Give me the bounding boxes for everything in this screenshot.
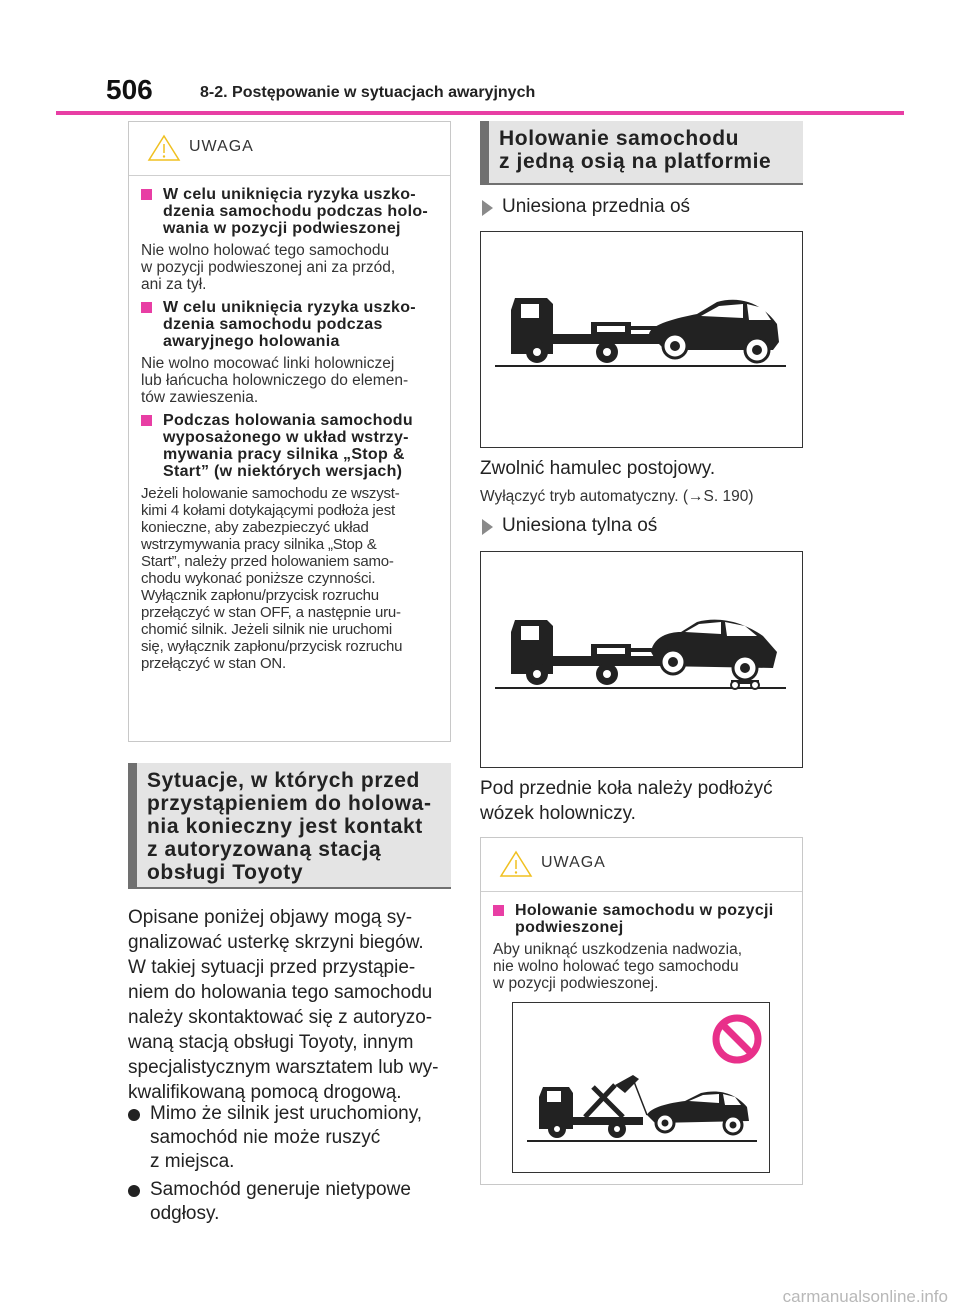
tow-truck-rear-illustration: [481, 552, 802, 767]
section-title: 8-2. Postępowanie w sytuacjach awaryjnych: [200, 84, 536, 101]
rear-axle-label: Uniesiona tylna oś: [480, 515, 657, 537]
warning-triangle-icon: [147, 134, 181, 162]
square-bullet-icon: [141, 189, 152, 200]
square-bullet-icon: [493, 905, 504, 916]
page-number: 506: [106, 74, 153, 105]
figure-front-axle-lifted: [480, 231, 803, 448]
bullet-dot-icon: [128, 1109, 140, 1121]
tow-truck-front-illustration: [481, 232, 802, 447]
arrow-right-icon: [482, 519, 493, 535]
watermark: carmanualsonline.info: [782, 1287, 948, 1306]
prohibited-towing-illustration: [513, 1003, 769, 1172]
figure-rear-axle-lifted: [480, 551, 803, 768]
warning-header: [481, 838, 802, 892]
bullet-item: Samochód generuje nietypowe odgłosy.: [128, 1178, 458, 1226]
warning-item-text: Aby uniknąć uszkodzenia nadwozia, nie wolno holować tego samochodu w pozycji podwieszonej.: [493, 941, 743, 992]
section-heading-flatbed: Holowanie samochodu z jedną osią na platformie: [480, 121, 803, 185]
header-rule: [56, 111, 904, 115]
warning-item-heading: Holowanie samochodu w pozycji podwieszonej: [493, 902, 790, 936]
warning-box-left: [128, 121, 451, 742]
square-bullet-icon: [141, 302, 152, 313]
figure-prohibited-towing: [512, 1002, 770, 1173]
warning-item-text: Jeżeli holowanie samochodu ze wszyst- kimi 4 kołami dotykającymi podłoża jest konieczne, aby zabezpieczyć układ wstrzymywania pracy silnika „Stop & Start”, należy przed holowaniem samo- chodu wykonać poniższe czynności. Wyłącznik zapłonu/przycisk rozruchu przełączyć w stan OFF, a następnie uru- chomić silnik. Jeżeli silnik nie uruchomi się, wyłącznik zapłonu/przycisk rozruchu przełączyć w stan ON.: [141, 485, 403, 672]
bullet-item: Mimo że silnik jest uruchomiony, samochód nie może ruszyć z miejsca.: [128, 1102, 458, 1174]
front-axle-reference[interactable]: Wyłączyć tryb automatyczny. (→S. 190): [480, 488, 754, 505]
front-axle-caption: Zwolnić hamulec postojowy.: [480, 458, 716, 479]
warning-header: [129, 122, 450, 176]
contact-paragraph: Opisane poniżej objawy mogą sy- gnalizować usterkę skrzyni biegów. W takiej sytuacji przed przystąpie- niem do holowania tego samochodu należy skontaktować się z autoryzo- waną stacją obsługi Toyoty, innym specjalistycznym warsztatem lub wy- kwalifikowaną pomocą drogową.: [128, 907, 439, 1103]
warning-item-heading: W celu uniknięcia ryzyka uszko- dzenia samochodu podczas awaryjnego holowania: [141, 299, 438, 350]
warning-item-text: Nie wolno holować tego samochodu w pozycji podwieszonej ani za przód, ani za tył.: [141, 242, 396, 293]
warning-item-heading: Podczas holowania samochodu wyposażonego w układ wstrzy- mywania pracy silnika „Stop & Start” (w niektórych wersjach): [141, 412, 438, 480]
bullet-dot-icon: [128, 1185, 140, 1197]
arrow-right-icon: [482, 200, 493, 216]
square-bullet-icon: [141, 415, 152, 426]
warning-item-heading: W celu uniknięcia ryzyka uszko- dzenia samochodu podczas holo- wania w pozycji podwieszonej: [141, 186, 438, 237]
section-heading-contact: Sytuacje, w których przed przystąpieniem do holowa- nia konieczny jest kontakt z autoryzowaną stacją obsługi Toyoty: [128, 763, 451, 889]
warning-label: UWAGA: [189, 138, 254, 155]
front-axle-label: Uniesiona przednia oś: [480, 196, 690, 218]
warning-item-text: Nie wolno mocować linki holowniczej lub łańcucha holowniczego do elemen- tów zawieszenia.: [141, 355, 409, 406]
warning-triangle-icon: [499, 850, 533, 878]
warning-label: UWAGA: [541, 854, 606, 871]
warning-box-right: [480, 837, 803, 1185]
rear-axle-caption: Pod przednie koła należy podłożyć wózek holowniczy.: [480, 778, 773, 824]
